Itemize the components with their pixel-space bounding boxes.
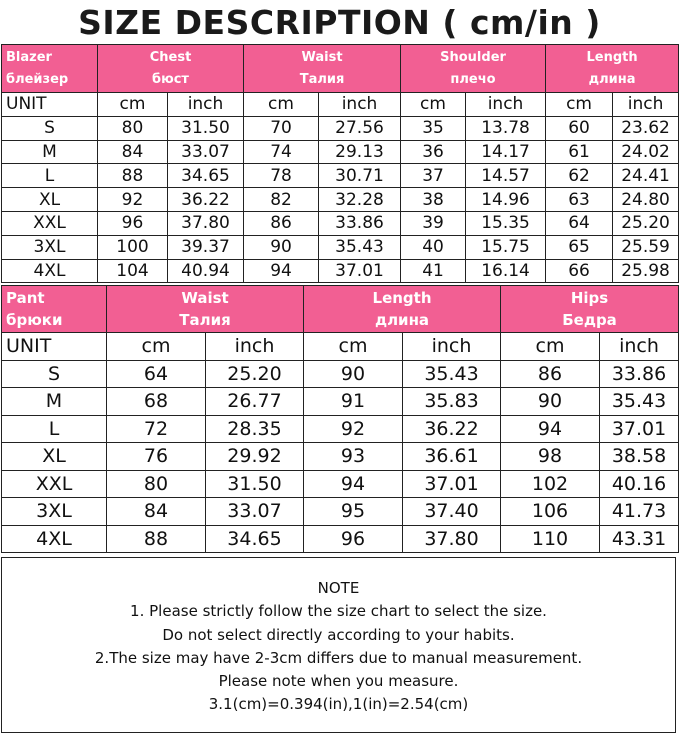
table-cell: 37.80 — [403, 525, 501, 553]
table-cell: 93 — [304, 443, 403, 471]
blazer-shoulder-header — [401, 45, 546, 93]
table-cell: 14.17 — [466, 140, 546, 164]
pant-length-header — [304, 286, 501, 333]
size-label: XL — [2, 188, 98, 212]
table-cell: cm — [244, 93, 319, 117]
column-label-ru: Талия — [179, 311, 231, 329]
table-cell: 41.73 — [600, 498, 679, 526]
table-cell: 24.80 — [613, 188, 679, 212]
table-cell: 37.01 — [319, 259, 401, 283]
table-cell: 35.83 — [403, 388, 501, 416]
table-cell: inch — [600, 333, 679, 361]
table-cell: cm — [401, 93, 466, 117]
table-cell: 35.43 — [403, 360, 501, 388]
table-cell: 35.43 — [600, 388, 679, 416]
table-cell: 40.94 — [168, 259, 244, 283]
table-cell: inch — [168, 93, 244, 117]
table-cell: 104 — [98, 259, 168, 283]
size-label: L — [2, 415, 107, 443]
table-row — [2, 498, 679, 526]
table-cell: 66 — [546, 259, 613, 283]
column-label-ru: плечо — [450, 71, 496, 87]
table-cell: 38.58 — [600, 443, 679, 471]
table-row — [2, 116, 679, 140]
table-cell: cm — [304, 333, 403, 361]
table-row — [2, 388, 679, 416]
table-row — [2, 211, 679, 235]
table-cell: 36.61 — [403, 443, 501, 471]
table-cell: 106 — [501, 498, 600, 526]
table-cell: 25.20 — [206, 360, 304, 388]
table-cell: 92 — [98, 188, 168, 212]
column-label-ru: бюст — [152, 71, 189, 87]
column-label-en: Chest — [149, 49, 192, 65]
table-cell: 30.71 — [319, 164, 401, 188]
table-cell: 41 — [401, 259, 466, 283]
blazer-length-header — [546, 45, 679, 93]
table-cell: 16.14 — [466, 259, 546, 283]
table-cell: 27.56 — [319, 116, 401, 140]
table-cell: 35.43 — [319, 235, 401, 259]
table-cell: 60 — [546, 116, 613, 140]
table-cell: 39.37 — [168, 235, 244, 259]
size-label: 4XL — [2, 259, 98, 283]
table-cell: 96 — [304, 525, 403, 553]
blazer-size-table — [1, 44, 679, 283]
note-box — [1, 557, 676, 733]
table-cell: 65 — [546, 235, 613, 259]
pant-unit-row — [2, 333, 679, 361]
note-line: Do not select directly according to your habits. — [162, 625, 515, 644]
unit-label: UNIT — [2, 93, 98, 117]
table-cell: inch — [206, 333, 304, 361]
table-cell: 31.50 — [168, 116, 244, 140]
table-cell: 86 — [244, 211, 319, 235]
table-cell: 14.57 — [466, 164, 546, 188]
blazer-header-row — [2, 45, 679, 93]
column-label-en: Waist — [181, 289, 229, 307]
table-cell: inch — [319, 93, 401, 117]
table-cell: 74 — [244, 140, 319, 164]
table-cell: 78 — [244, 164, 319, 188]
table-cell: 80 — [98, 116, 168, 140]
blazer-unit-row — [2, 93, 679, 117]
note-line: 1. Please strictly follow the size chart to select the size. — [130, 602, 547, 621]
size-label: 3XL — [2, 498, 107, 526]
table-cell: 98 — [501, 443, 600, 471]
table-cell: inch — [403, 333, 501, 361]
table-cell: inch — [613, 93, 679, 117]
table-cell: 32.28 — [319, 188, 401, 212]
table-cell: 34.65 — [168, 164, 244, 188]
column-label-ru: длина — [374, 311, 430, 329]
column-label-en: Hips — [570, 289, 609, 307]
note-line: Please note when you measure. — [218, 672, 459, 691]
table-cell: 94 — [501, 415, 600, 443]
table-row — [2, 164, 679, 188]
table-cell: 96 — [98, 211, 168, 235]
table-cell: 63 — [546, 188, 613, 212]
table-cell: 95 — [304, 498, 403, 526]
table-cell: 84 — [107, 498, 206, 526]
size-label: 4XL — [2, 525, 107, 553]
table-cell: 23.62 — [613, 116, 679, 140]
blazer-category-header — [2, 45, 98, 93]
table-cell: 82 — [244, 188, 319, 212]
column-label-en: Length — [372, 289, 432, 307]
table-cell: 80 — [107, 470, 206, 498]
size-label: M — [2, 388, 107, 416]
table-cell: 70 — [244, 116, 319, 140]
pant-waist-header — [107, 286, 304, 333]
table-row — [2, 188, 679, 212]
size-label: XXL — [2, 211, 98, 235]
note-line: 2.The size may have 2-3cm differs due to manual measurement. — [94, 648, 583, 667]
note-line: 3.1(cm)=0.394(in),1(in)=2.54(cm) — [208, 695, 469, 714]
table-cell: 61 — [546, 140, 613, 164]
table-cell: 14.96 — [466, 188, 546, 212]
blazer-label-en: Blazer — [6, 49, 52, 65]
table-cell: 33.07 — [206, 498, 304, 526]
blazer-label-ru: блейзер — [6, 71, 69, 87]
table-cell: 28.35 — [206, 415, 304, 443]
table-cell: 29.13 — [319, 140, 401, 164]
table-cell: 100 — [98, 235, 168, 259]
column-label-en: Waist — [301, 49, 343, 65]
table-cell: 37.80 — [168, 211, 244, 235]
table-cell: cm — [98, 93, 168, 117]
table-cell: 37.01 — [600, 415, 679, 443]
table-row — [2, 525, 679, 553]
table-row — [2, 415, 679, 443]
table-cell: 88 — [98, 164, 168, 188]
pant-header-row — [2, 286, 679, 333]
column-label-ru: Талия — [299, 71, 345, 87]
size-label: S — [2, 116, 98, 140]
page-title: SIZE DESCRIPTION ( cm/in ) — [78, 2, 601, 42]
table-cell: cm — [107, 333, 206, 361]
table-cell: 94 — [244, 259, 319, 283]
column-label-ru: длина — [588, 71, 636, 87]
table-cell: cm — [501, 333, 600, 361]
table-cell: 25.59 — [613, 235, 679, 259]
table-cell: 38 — [401, 188, 466, 212]
table-cell: 84 — [98, 140, 168, 164]
table-cell: 33.86 — [319, 211, 401, 235]
pant-size-table — [1, 285, 679, 553]
table-cell: 91 — [304, 388, 403, 416]
table-cell: 102 — [501, 470, 600, 498]
column-label-en: Shoulder — [440, 49, 506, 65]
table-cell: 25.20 — [613, 211, 679, 235]
pant-category-header — [2, 286, 107, 333]
table-cell: 68 — [107, 388, 206, 416]
table-cell: 34.65 — [206, 525, 304, 553]
table-cell: 35 — [401, 116, 466, 140]
table-cell: 37.40 — [403, 498, 501, 526]
table-cell: 64 — [107, 360, 206, 388]
table-cell: 26.77 — [206, 388, 304, 416]
table-cell: 86 — [501, 360, 600, 388]
table-cell: inch — [466, 93, 546, 117]
table-cell: 88 — [107, 525, 206, 553]
column-label-ru: Бедра — [562, 311, 617, 329]
table-row — [2, 140, 679, 164]
column-label-en: Length — [586, 49, 638, 65]
table-cell: 94 — [304, 470, 403, 498]
table-cell: 72 — [107, 415, 206, 443]
table-cell: 90 — [244, 235, 319, 259]
table-cell: 40 — [401, 235, 466, 259]
table-cell: cm — [546, 93, 613, 117]
table-cell: 36 — [401, 140, 466, 164]
table-cell: 43.31 — [600, 525, 679, 553]
pant-label-en: Pant — [6, 289, 45, 307]
size-label: S — [2, 360, 107, 388]
pant-label-ru: брюки — [6, 311, 63, 329]
table-cell: 36.22 — [403, 415, 501, 443]
table-cell: 33.07 — [168, 140, 244, 164]
table-cell: 62 — [546, 164, 613, 188]
table-cell: 29.92 — [206, 443, 304, 471]
size-label: L — [2, 164, 98, 188]
table-cell: 31.50 — [206, 470, 304, 498]
table-cell: 76 — [107, 443, 206, 471]
table-row — [2, 259, 679, 283]
note-heading: NOTE — [317, 579, 360, 597]
blazer-waist-header — [244, 45, 401, 93]
table-row — [2, 235, 679, 259]
table-cell: 33.86 — [600, 360, 679, 388]
size-label: 3XL — [2, 235, 98, 259]
table-cell: 13.78 — [466, 116, 546, 140]
table-cell: 110 — [501, 525, 600, 553]
table-cell: 15.35 — [466, 211, 546, 235]
table-row — [2, 470, 679, 498]
table-cell: 64 — [546, 211, 613, 235]
table-row — [2, 443, 679, 471]
table-cell: 24.02 — [613, 140, 679, 164]
blazer-chest-header — [98, 45, 244, 93]
size-label: XL — [2, 443, 107, 471]
table-cell: 15.75 — [466, 235, 546, 259]
table-cell: 36.22 — [168, 188, 244, 212]
table-cell: 37.01 — [403, 470, 501, 498]
pant-hips-header — [501, 286, 679, 333]
table-row — [2, 360, 679, 388]
table-cell: 40.16 — [600, 470, 679, 498]
table-cell: 92 — [304, 415, 403, 443]
unit-label: UNIT — [2, 333, 107, 361]
table-cell: 39 — [401, 211, 466, 235]
table-cell: 37 — [401, 164, 466, 188]
table-cell: 24.41 — [613, 164, 679, 188]
table-cell: 25.98 — [613, 259, 679, 283]
size-label: M — [2, 140, 98, 164]
size-label: XXL — [2, 470, 107, 498]
table-cell: 90 — [304, 360, 403, 388]
table-cell: 90 — [501, 388, 600, 416]
